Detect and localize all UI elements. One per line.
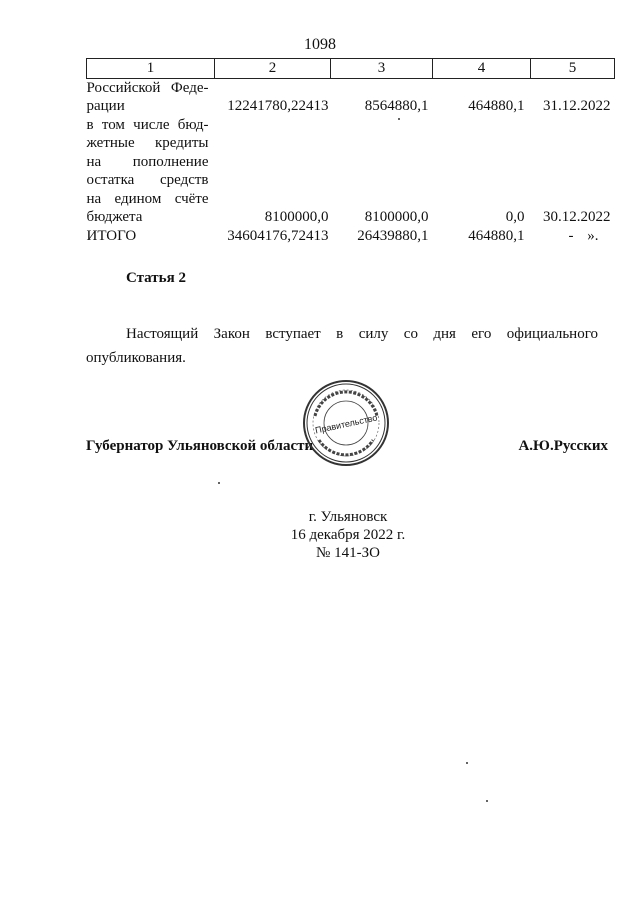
dash: - xyxy=(568,227,574,244)
scan-speck xyxy=(398,118,400,120)
footer-number: № 141-ЗО xyxy=(316,545,380,561)
row-label: ИТОГО xyxy=(86,227,137,244)
table-row xyxy=(87,78,615,97)
budget-table xyxy=(86,58,615,245)
value-cell: 8564880,1 xyxy=(364,98,429,114)
value-cell: 34604176,72413 xyxy=(227,227,329,244)
article-heading: Статья 2 xyxy=(126,270,186,286)
table-header-cell: 5 xyxy=(531,59,615,79)
row-label: жетные кредиты xyxy=(86,135,209,151)
table-row-total xyxy=(87,227,615,246)
row-label: в том числе бюд- xyxy=(86,116,209,133)
table-row xyxy=(87,116,615,135)
page-number: 1098 xyxy=(304,36,336,53)
value-cell: 464880,1 xyxy=(468,227,525,244)
closing-quote: ». xyxy=(587,227,599,244)
scan-speck xyxy=(466,762,468,764)
table-header-cell: 1 xyxy=(87,59,215,79)
row-label: Российской Феде- xyxy=(86,79,209,96)
value-cell: 8100000,0 xyxy=(364,209,429,225)
value-cell: 8100000,0 xyxy=(264,209,329,225)
row-label: бюджета xyxy=(86,209,143,225)
footer-city: г. Ульяновск xyxy=(308,509,388,525)
scan-speck xyxy=(486,800,488,802)
official-seal-icon xyxy=(301,378,391,468)
value-cell: 12241780,22413 xyxy=(227,98,329,114)
row-label: остатка средств xyxy=(86,172,209,188)
value-cell: 0,0 xyxy=(505,209,525,225)
date-cell xyxy=(531,227,615,246)
date-cell: 31.12.2022 xyxy=(543,98,611,114)
row-label: рации xyxy=(86,98,125,114)
table-header-row xyxy=(87,59,615,79)
table-header-cell: 3 xyxy=(331,59,433,79)
scan-speck xyxy=(218,482,220,484)
row-label: на пополнение xyxy=(86,153,209,170)
governor-title: Губернатор Ульяновской области xyxy=(86,438,314,454)
seal-text: Правительство xyxy=(314,412,379,436)
value-cell: 26439880,1 xyxy=(357,227,429,244)
row-label: на едином счёте xyxy=(86,190,209,207)
date-cell: 30.12.2022 xyxy=(543,209,611,225)
article-text: Настоящий Закон вступает в силу со дня его официального опубликования. xyxy=(86,326,598,366)
table-header-cell: 4 xyxy=(433,59,531,79)
value-cell: 464880,1 xyxy=(468,98,525,114)
governor-name: А.Ю.Русских xyxy=(518,438,608,454)
footer-date: 16 декабря 2022 г. xyxy=(290,527,406,543)
table-header-cell: 2 xyxy=(215,59,331,79)
